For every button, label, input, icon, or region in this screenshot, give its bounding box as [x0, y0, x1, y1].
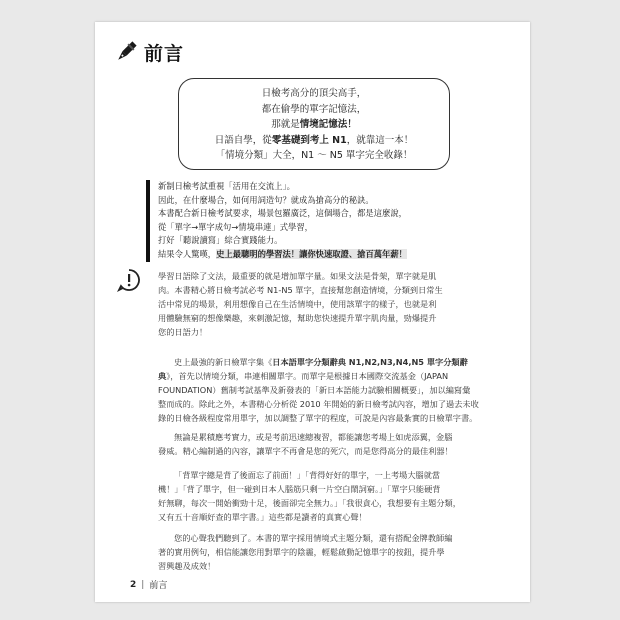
intro-line-3: 本書配合新日檢考試要求，場景包羅廣泛，這個場合，都是這麼說， [158, 208, 407, 219]
callout-line-4-text: 日語自學，從 [214, 134, 272, 146]
page-title: 前言 [144, 42, 185, 65]
paragraph-3-line: 發威。精心編制過的內容，讓單字不再會是您的死穴，而是您得高分的最佳利器！ [158, 446, 453, 456]
page-number: 2 [130, 579, 137, 590]
callout-line-2: 都在偷學的單字記憶法， [261, 103, 367, 115]
paragraph-4 [158, 468, 476, 524]
paragraph-4-line: 又有五十音順好查的單字書。」這些都是讀者的真實心聲！ [158, 512, 367, 522]
intro-line-6-text: 結果令人驚嘆， [158, 248, 217, 259]
paragraph-2 [158, 355, 479, 425]
paragraph-2-line-4: 整而成的。除此之外，本書精心分析從 2010 年開始的新日檢考試內容，增加了過去未收 [158, 399, 479, 409]
intro-highlight: 史上最聰明的學習法！讓你快速取證、搶百萬年薪！ [216, 248, 407, 259]
callout-line-4-tail: ，就靠這一本！ [346, 134, 414, 146]
paragraph-1-line: 肉。本書精心將日檢考試必考 N1-N5 單字，直接幫您創造情境，分類到日常生 [158, 285, 443, 295]
paragraph-1-line: 活中常見的場景，利用想像自己在生活情境中，使用該單字的樣子，也就是利 [158, 299, 437, 309]
callout-line-3-bold: 情境記憶法！ [299, 119, 357, 130]
callout-line-4 [179, 133, 449, 149]
paragraph-4-line: 機！」「背了單字，但一碰到日本人腦筋只剩一片空白鬧詞窮。」「單字只能硬背 [158, 484, 441, 494]
intro-line-5: 打好「聽說讀寫」綜合實踐能力。 [158, 235, 283, 246]
paragraph-1-line: 您的日語力！ [158, 327, 208, 337]
paragraph-2-text: 史上最強的新日檢單字集《 [174, 357, 273, 367]
paragraph-2-line-3: FOUNDATION）舊制考試基準及新發表的「新日本語能力試驗相關概要」，加以編寫彙 [158, 385, 471, 395]
paragraph-2-book-title: 日本語單字分類辭典 N1,N2,N3,N4,N5 單字分類辭 [272, 357, 468, 367]
paragraph-3 [158, 430, 476, 458]
paragraph-5-line: 著的實用例句，相信能讓您用對單字的陰霾，輕鬆啟動記憶單字的按鈕，提升學 [158, 547, 445, 557]
title-row [112, 38, 184, 66]
paragraph-4-line: 好無聊，每次一開始衝勁十足，後面卻完全無力。」「我很貪心，我想要有主題分類， [158, 498, 461, 508]
paragraph-2-line-5: 錄的日檢各級程度常用單字，加以調整了單字的程度，可說是內容最紮實的日檢單字書。 [158, 413, 478, 423]
notice-icon [117, 268, 141, 292]
paragraph-2-line-2 [158, 369, 476, 383]
paragraph-3-line: 無論是累積應考實力，或是考前迅速總複習，都能讓您考場上如虎添翼，金腦 [174, 432, 453, 442]
page-footer [130, 578, 167, 591]
paragraph-1-line: 學習日語除了文法，最重要的就是增加單字量。如果文法是骨架，單字就是肌 [158, 271, 437, 281]
callout-line-3-text: 那就是 [271, 119, 300, 130]
callout-line-3 [179, 117, 449, 133]
intro-line-6 [158, 248, 488, 262]
paragraph-2-text: 》，首先以情境分類，串連相關單字。而單字是根據日本國際交流基金（JAPAN [166, 371, 449, 381]
fountain-pen-icon [112, 38, 140, 66]
callout-line-4-bold: 零基礎到考上 N1 [271, 134, 347, 146]
paragraph-2-book-title-end: 典 [158, 371, 167, 381]
paragraph-5-line: 習興趣及成效！ [158, 561, 216, 571]
paragraph-5-line: 您的心聲我們聽到了。本書的單字採用情境式主題分類，還有搭配金牌教師編 [174, 533, 453, 543]
paragraph-2-line-1 [158, 355, 476, 369]
callout-box [178, 78, 450, 170]
intro-line-2: 因此，在什麼場合，如何用詞造句？就成為搶高分的秘訣。 [158, 194, 374, 205]
paragraph-5 [158, 531, 476, 573]
intro-line-4: 從「單字→單字成句→情境串連」式學習， [158, 221, 313, 232]
paragraph-1-line: 用體驗無窮的想像樂趣，來刺激記憶，幫助您快速提升單字肌肉量，勁爆提升 [158, 313, 437, 323]
paragraph-4-line: 「背單字總是背了後面忘了前面！」「背得好好的單字，一上考場大腦就當 [174, 470, 441, 480]
footer-separator: | [141, 579, 145, 590]
paragraph-1 [158, 269, 476, 339]
intro-block [146, 180, 488, 262]
callout-line-1: 日檢考高分的頂尖高手， [261, 88, 367, 99]
callout-line-5: 「情境分類」大全，N1 ～ N5 單字完全收錄！ [215, 150, 413, 161]
footer-section-label: 前言 [149, 581, 168, 591]
intro-line-1: 新制日檢考試重視「活用在交流上」。 [158, 181, 295, 191]
